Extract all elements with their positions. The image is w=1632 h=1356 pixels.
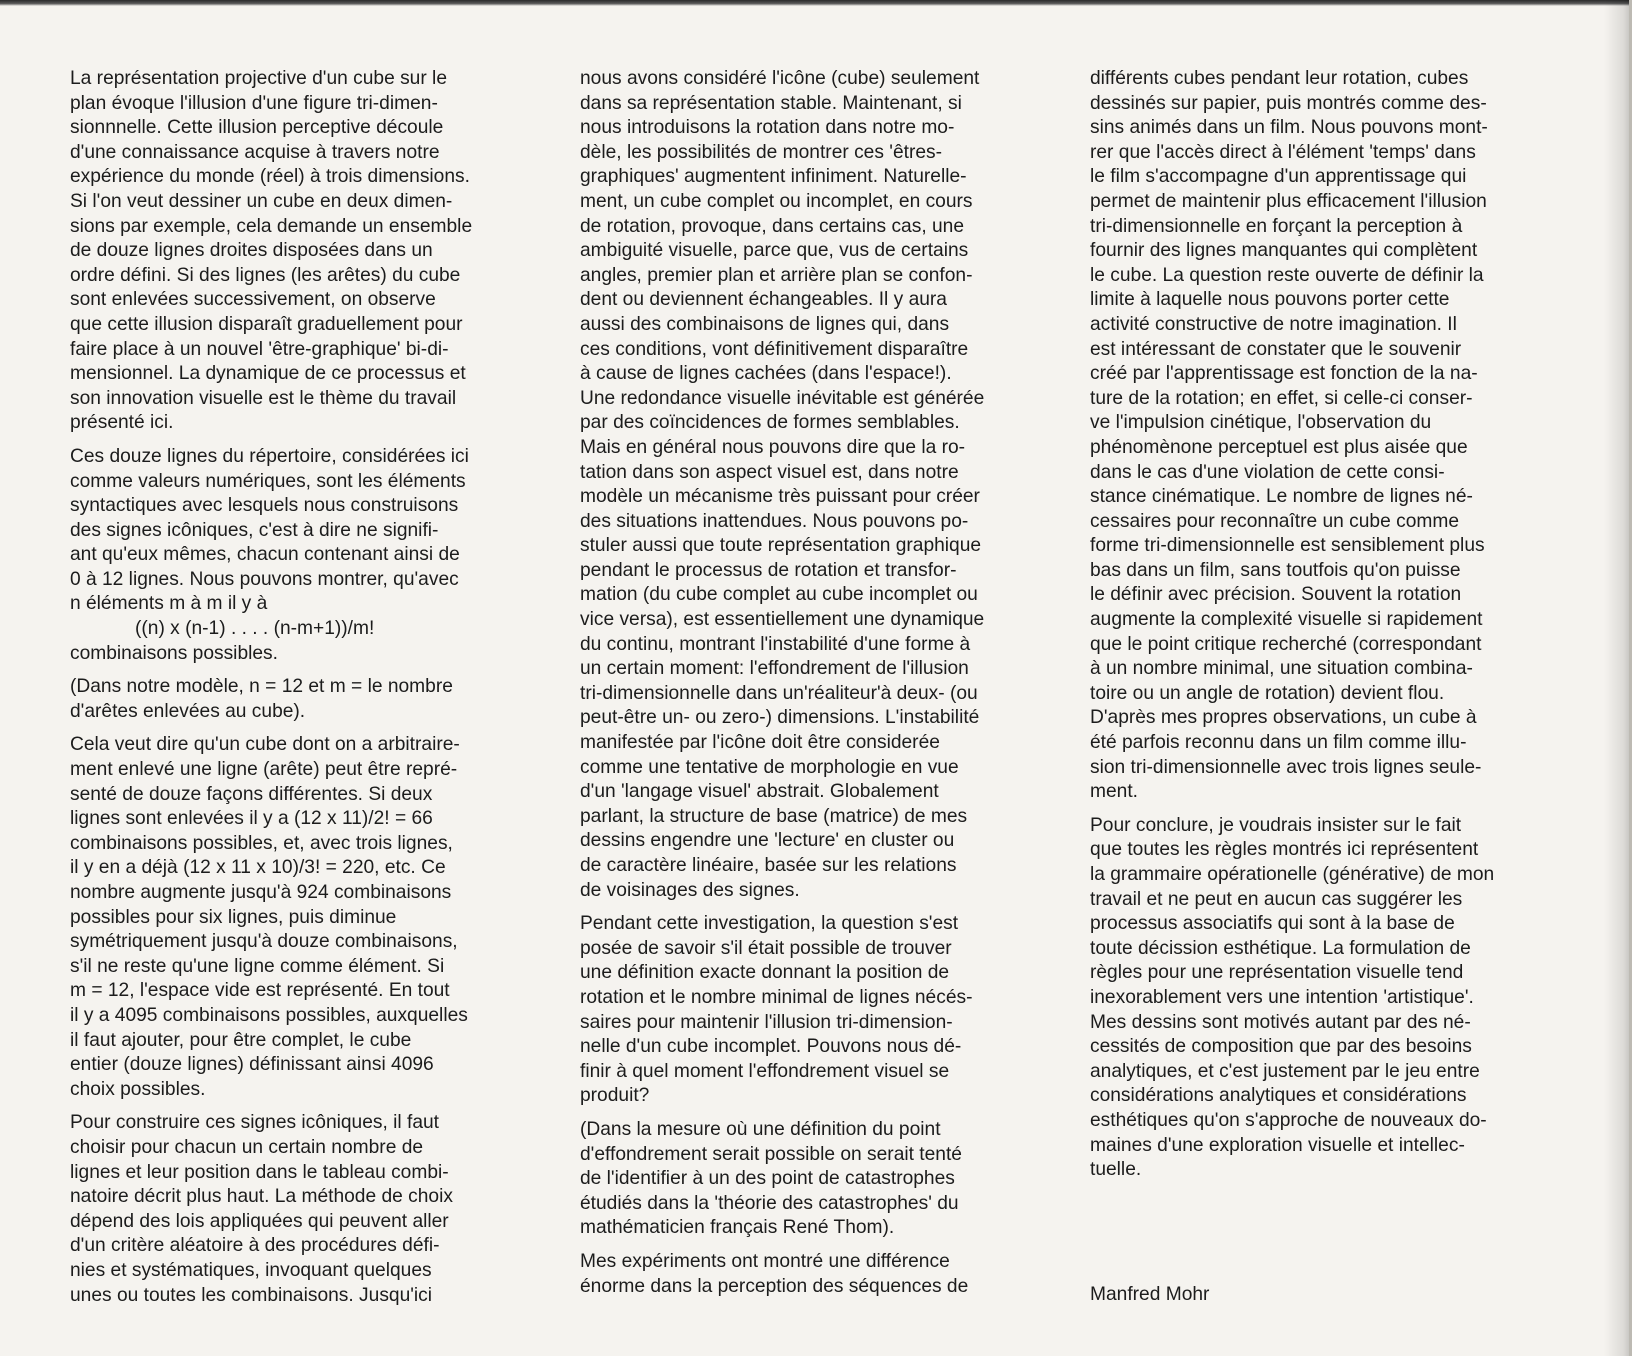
text-line: Si l'on veut dessiner un cube en deux dimen- <box>70 190 453 212</box>
text-line: est intéressant de constater que le souvenir <box>1090 338 1462 360</box>
text-line: entier (douze lignes) définissant ainsi 4096 <box>70 1054 434 1076</box>
text-line: manifestée par l'icône doit être considerée <box>580 732 940 754</box>
text-line: que cette illusion disparaît graduellement pour <box>70 313 463 335</box>
text-line: son innovation visuelle est le thème du travail <box>70 387 457 409</box>
text-line: dans sa représentation stable. Maintenant, si <box>580 92 962 114</box>
text-line: sins animés dans un film. Nous pouvons mont- <box>1090 117 1488 139</box>
text-line: le film s'accompagne d'un apprentissage qui <box>1090 166 1467 188</box>
text-line: rotation et le nombre minimal de lignes nécés- <box>580 986 973 1008</box>
text-line: à un nombre minimal, une situation combina- <box>1090 658 1473 680</box>
text-line: ces conditions, vont définitivement disparaître <box>580 338 969 360</box>
text-line: Pour construire ces signes icôniques, il faut <box>70 1112 440 1134</box>
text-line: tri-dimensionnelle dans un'réaliteur'à deux- (ou <box>580 682 978 704</box>
text-column-1 <box>70 67 520 1317</box>
text-line: dessinés sur papier, puis montrés comme des- <box>1090 92 1487 114</box>
text-line: permet de maintenir plus efficacement l'illusion <box>1090 190 1487 212</box>
text-line: forme tri-dimensionnelle est sensiblement plus <box>1090 535 1485 557</box>
text-line: pendant le processus de rotation et transfor- <box>580 559 957 581</box>
text-line: des situations inattendues. Nous pouvons po- <box>580 510 969 532</box>
page-top-edge <box>0 0 1632 6</box>
text-line: rer que l'accès direct à l'élément 'temps' dans <box>1090 141 1476 163</box>
text-line: il y a 4095 combinaisons possibles, auxquelles <box>70 1004 468 1026</box>
text-line: dent ou deviennent échangeables. Il y aura <box>580 289 947 311</box>
text-line: 0 à 12 lignes. Nous pouvons montrer, qu'avec <box>70 568 459 590</box>
text-line: expérience du monde (réel) à trois dimensions. <box>70 166 470 188</box>
paragraph <box>1090 67 1540 805</box>
text-line: nous introduisons la rotation dans notre mo- <box>580 117 955 139</box>
text-line: augmente la complexité visuelle si rapidement <box>1090 609 1483 631</box>
author-signature: Manfred Mohr <box>1090 1284 1210 1305</box>
text-line: d'une connaissance acquise à travers notre <box>70 141 440 163</box>
text-line: Cela veut dire qu'un cube dont on a arbitraire- <box>70 734 460 756</box>
text-line: du continu, montrant l'instabilité d'une forme à <box>580 633 971 655</box>
text-line: s'il ne reste qu'une ligne comme élément. Si <box>70 955 445 977</box>
text-line: faire place à un nouvel 'être-graphique' bi-di- <box>70 338 449 360</box>
paragraph <box>70 675 520 724</box>
text-line: Mes expériments ont montré une différence <box>580 1250 950 1272</box>
text-line: dessins engendre une 'lecture' en cluster ou <box>580 830 955 852</box>
text-line: limite à laquelle nous pouvons porter cette <box>1090 289 1450 311</box>
text-line: modèle un mécanisme très puissant pour créer <box>580 486 980 508</box>
text-line: cessités de composition que par des besoins <box>1090 1036 1472 1058</box>
text-line: aussi des combinaisons de lignes qui, dans <box>580 313 950 335</box>
text-line: syntactiques avec lesquels nous construisons <box>70 495 459 517</box>
text-line: le définir avec précision. Souvent la rotation <box>1090 584 1462 606</box>
text-line: activité constructive de notre imagination. Il <box>1090 313 1457 335</box>
paragraph <box>580 1118 1030 1241</box>
text-line: unes ou toutes les combinaisons. Jusqu'ici <box>70 1284 433 1306</box>
text-line: ambiguité visuelle, parce que, vus de certains <box>580 240 969 262</box>
text-line: stance cinématique. Le nombre de lignes né- <box>1090 486 1473 508</box>
text-line: travail et ne peut en aucun cas suggérer les <box>1090 888 1463 910</box>
text-line: de voisinages des signes. <box>580 879 800 901</box>
text-line: choix possibles. <box>70 1078 206 1100</box>
text-line: d'un 'langage visuel' abstrait. Globalement <box>580 781 939 803</box>
text-line: nelle d'un cube incomplet. Pouvons nous dé- <box>580 1036 962 1058</box>
paragraph <box>70 445 520 666</box>
text-line: ment, un cube complet ou incomplet, en cours <box>580 190 973 212</box>
text-line: (Dans notre modèle, n = 12 et m = le nombre <box>70 676 453 698</box>
text-line: esthétiques qu'on s'approche de nouveaux do- <box>1090 1109 1487 1131</box>
text-line: possibles pour six lignes, puis diminue <box>70 906 397 928</box>
text-line: Mais en général nous pouvons dire que la ro- <box>580 436 966 458</box>
text-line: considérations analytiques et considérations <box>1090 1085 1467 1107</box>
text-line: tuelle. <box>1090 1159 1142 1181</box>
text-line: d'un critère aléatoire à des procédures défi- <box>70 1235 440 1257</box>
text-line: d'effondrement serait possible on serait tenté <box>580 1143 962 1165</box>
text-line: toire ou un angle de rotation) devient flou. <box>1090 682 1445 704</box>
text-line: cessaires pour reconnaître un cube comme <box>1090 510 1460 532</box>
text-line: combinaisons possibles, et, avec trois lignes, <box>70 832 453 854</box>
text-line: ordre défini. Si des lignes (les arêtes) du cube <box>70 264 461 286</box>
text-line: nombre augmente jusqu'à 924 combinaisons <box>70 882 452 903</box>
text-line: à cause de lignes cachées (dans l'espace!). <box>580 363 952 385</box>
text-line: comme une tentative de morphologie en vue <box>580 756 959 778</box>
text-line: tation dans son aspect visuel est, dans notre <box>580 461 959 483</box>
text-line: présenté ici. <box>70 412 174 434</box>
text-line: sionnnelle. Cette illusion perceptive découle <box>70 117 444 139</box>
text-line: été parfois reconnu dans un film comme illu- <box>1090 732 1467 754</box>
text-line: mensionnel. La dynamique de ce processus et <box>70 363 466 385</box>
text-line: angles, premier plan et arrière plan se confon- <box>580 264 973 286</box>
text-line: le cube. La question reste ouverte de définir la <box>1090 264 1484 286</box>
text-line: nous avons considéré l'icône (cube) seulement <box>580 68 980 89</box>
text-line: une définition exacte donnant la position de <box>580 962 950 984</box>
text-line: d'arêtes enlevées au cube). <box>70 700 306 722</box>
text-line: symétriquement jusqu'à douze combinaisons, <box>70 931 458 953</box>
text-line: stuler aussi que toute représentation graphique <box>580 535 982 557</box>
text-line: n éléments m à m il y à <box>70 593 268 615</box>
text-line: saires pour maintenir l'illusion tri-dimension- <box>580 1011 953 1033</box>
text-line: D'après mes propres observations, un cube à <box>1090 707 1477 729</box>
text-line: énorme dans la perception des séquences de <box>580 1275 969 1297</box>
text-line: finir à quel moment l'effondrement visuel se <box>580 1060 950 1082</box>
text-line: lignes et leur position dans le tableau combi- <box>70 1161 449 1183</box>
text-line: ment. <box>1090 781 1138 803</box>
text-line: Pour conclure, je voudrais insister sur le fait <box>1090 814 1462 836</box>
text-line: bas dans un film, sans toutfois qu'on puisse <box>1090 559 1461 581</box>
text-line: posée de savoir s'il était possible de trouver <box>580 937 952 959</box>
text-line: ture de la rotation; en effet, si celle-ci conser- <box>1090 387 1473 409</box>
text-line: que le point critique recherché (correspondant <box>1090 633 1482 655</box>
text-line: Pendant cette investigation, la question s'est <box>580 913 959 935</box>
text-line: graphiques' augmentent infiniment. Naturelle- <box>580 166 967 188</box>
text-line: sions par exemple, cela demande un ensemble <box>70 215 473 237</box>
text-line: peut-être un- ou zero-) dimensions. L'instabilité <box>580 707 980 729</box>
text-line: comme valeurs numériques, sont les éléments <box>70 470 466 492</box>
text-line: m = 12, l'espace vide est représenté. En tout <box>70 980 450 1002</box>
text-line: mation (du cube complet au cube incomplet ou <box>580 584 978 606</box>
text-column-2 <box>580 67 1030 1308</box>
text-line: vice versa), est essentiellement une dynamique <box>580 609 985 631</box>
text-line: Une redondance visuelle inévitable est générée <box>580 387 985 409</box>
text-line: parlant, la structure de base (matrice) de mes <box>580 805 968 827</box>
text-line: sont enlevées successivement, on observe <box>70 289 436 311</box>
text-line: différents cubes pendant leur rotation, cubes <box>1090 68 1469 89</box>
paragraph <box>580 1250 1030 1299</box>
text-line: par des coïncidences de formes semblables. <box>580 412 960 434</box>
text-line: choisir pour chacun un certain nombre de <box>70 1136 424 1158</box>
text-line: ant qu'eux mêmes, chacun contenant ainsi de <box>70 544 460 566</box>
text-line: analytiques, et c'est justement par le jeu entre <box>1090 1060 1480 1082</box>
text-line: de rotation, provoque, dans certains cas, une <box>580 215 964 237</box>
combination-formula: ((n) x (n-1) . . . . (n-m+1))/m! <box>135 618 375 640</box>
text-line: règles pour une représentation visuelle tend <box>1090 962 1464 984</box>
text-line: créé par l'apprentissage est fonction de la na- <box>1090 363 1478 385</box>
text-line: il y en a déjà (12 x 11 x 10)/3! = 220, etc. Ce <box>70 857 446 879</box>
text-line: processus associatifs qui sont à la base de <box>1090 913 1455 935</box>
text-line: lignes sont enlevées il y a (12 x 11)/2! = 66 <box>70 808 433 830</box>
text-line: de douze lignes droites disposées dans un <box>70 240 433 262</box>
paragraph <box>70 1111 520 1308</box>
text-line: un certain moment: l'effondrement de l'illusion <box>580 658 969 680</box>
text-line: que toutes les règles montrés ici représentent <box>1090 839 1479 861</box>
text-line: Mes dessins sont motivés autant par des né- <box>1090 1011 1471 1033</box>
text-line: ve l'impulsion cinétique, l'observation du <box>1090 412 1432 434</box>
text-line: (Dans la mesure où une définition du point <box>580 1118 941 1140</box>
text-line: inexorablement vers une intention 'artistique'. <box>1090 986 1474 1008</box>
text-line: combinaisons possibles. <box>70 642 278 664</box>
text-line: toute décission esthétique. La formulation de <box>1090 937 1471 959</box>
text-line: Ces douze lignes du répertoire, considérées ici <box>70 445 469 467</box>
text-line: dans le cas d'une violation de cette consi- <box>1090 461 1445 483</box>
text-line: de l'identifier à un des point de catastrophes <box>580 1168 955 1190</box>
paragraph <box>580 912 1030 1109</box>
paragraph <box>70 67 520 436</box>
text-line: fournir des lignes manquantes qui complètent <box>1090 240 1478 262</box>
text-line: maines d'une exploration visuelle et intellec- <box>1090 1134 1465 1156</box>
text-line: la grammaire opérationelle (générative) de mon <box>1090 864 1495 885</box>
text-line: nies et systématiques, invoquant quelques <box>70 1259 432 1281</box>
text-line: produit? <box>580 1085 650 1107</box>
text-line: mathématicien français René Thom). <box>580 1217 895 1239</box>
text-line: La représentation projective d'un cube sur le <box>70 68 447 89</box>
text-line: sion tri-dimensionnelle avec trois lignes seule- <box>1090 756 1482 778</box>
text-line: dépend des lois appliquées qui peuvent aller <box>70 1210 449 1232</box>
text-line: de caractère linéaire, basée sur les relations <box>580 855 957 876</box>
text-column-3 <box>1090 67 1540 1192</box>
paragraph <box>1090 814 1540 1183</box>
text-line: plan évoque l'illusion d'une figure tri-dimen- <box>70 92 438 114</box>
text-line: dèle, les possibilités de montrer ces 'êtres- <box>580 141 942 163</box>
text-line: tri-dimensionnelle en forçant la perception à <box>1090 215 1463 237</box>
text-line: senté de douze façons différentes. Si deux <box>70 783 433 805</box>
text-line: il faut ajouter, pour être complet, le cube <box>70 1029 412 1051</box>
text-line: phénomènone perceptuel est plus aisée que <box>1090 436 1468 458</box>
text-line: natoire décrit plus haut. La méthode de choix <box>70 1186 453 1208</box>
text-line: ment enlevé une ligne (arête) peut être repré- <box>70 759 458 781</box>
text-line: des signes icôniques, c'est à dire ne signifi- <box>70 519 439 541</box>
page-binding-shadow <box>1604 0 1632 1356</box>
paragraph <box>70 733 520 1102</box>
paragraph <box>580 67 1030 903</box>
text-line: étudiés dans la 'théorie des catastrophes' du <box>580 1192 959 1214</box>
